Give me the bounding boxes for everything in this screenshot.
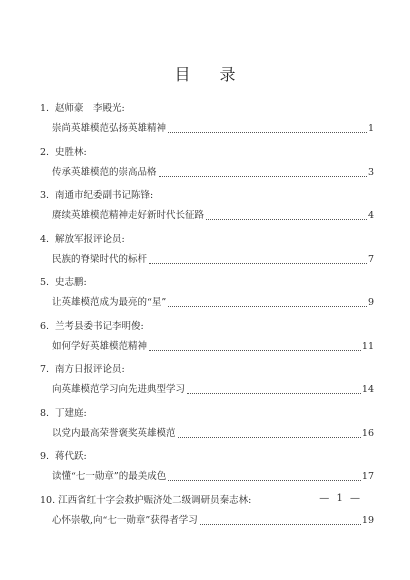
entry-title-line[interactable] xyxy=(52,383,374,397)
entry-page-number: 19 xyxy=(361,514,374,526)
entry-author: 江西省红十字会救护赈济处二级调研员秦志林: xyxy=(58,494,252,506)
dot-leader xyxy=(168,305,367,307)
entry-number: 7. xyxy=(40,364,50,375)
dot-leader xyxy=(168,131,367,133)
entry-title[interactable]: 崇尚英雄模范弘扬英雄精神 xyxy=(52,123,167,134)
entry-author: 赵师豪 李殿光: xyxy=(55,103,125,114)
toc-entry xyxy=(40,276,374,320)
entry-author: 史胜林: xyxy=(55,146,87,158)
entry-title[interactable]: 以党内最高荣誉褒奖英雄模范 xyxy=(52,427,176,439)
dot-leader xyxy=(159,175,367,177)
entry-number: 3. xyxy=(40,190,50,201)
entry-page-number: 17 xyxy=(361,471,374,482)
entry-page-number: 14 xyxy=(361,384,374,395)
dot-leader xyxy=(168,479,361,481)
entry-author-line xyxy=(40,320,144,334)
entry-title[interactable]: 赓续英雄模范精神走好新时代长征路 xyxy=(52,210,205,221)
page-footer-number: — 1 — xyxy=(319,493,362,504)
entry-author: 兰考县委书记李明俊: xyxy=(55,320,144,332)
entry-page-number: 4 xyxy=(367,210,374,221)
entry-author-line xyxy=(40,363,125,377)
entry-title[interactable]: 心怀崇敬,向“七一勋章”获得者学习 xyxy=(52,514,198,526)
entry-title-line[interactable] xyxy=(52,122,374,136)
entry-author: 南通市纪委副书记陈锋: xyxy=(55,190,154,201)
entry-author: 蒋代跃: xyxy=(55,451,87,462)
entry-title-line[interactable] xyxy=(52,470,374,484)
entry-number: 10. xyxy=(40,494,56,506)
entry-page-number: 1 xyxy=(367,123,374,134)
toc-title: 目 录 xyxy=(174,65,248,84)
toc-entry xyxy=(40,450,374,494)
entry-page-number: 16 xyxy=(361,427,374,439)
toc-entry xyxy=(40,233,374,277)
entry-author: 史志鹏: xyxy=(55,277,87,288)
entry-title-line[interactable] xyxy=(52,514,374,528)
dot-leader xyxy=(149,262,367,264)
entry-author-line xyxy=(40,189,153,203)
entry-author-line xyxy=(40,494,251,508)
dot-leader xyxy=(149,349,361,351)
entry-number: 1. xyxy=(40,103,50,114)
toc-entry xyxy=(40,102,374,146)
dot-leader xyxy=(206,218,367,220)
entry-page-number: 7 xyxy=(367,253,374,265)
entry-title[interactable]: 如何学好英雄模范精神 xyxy=(52,340,148,352)
entry-author-line xyxy=(40,233,125,247)
toc-list xyxy=(40,102,374,537)
entry-author: 解放军报评论员: xyxy=(55,233,125,245)
entry-author-line xyxy=(40,407,87,421)
entry-author-line xyxy=(40,146,87,160)
entry-title[interactable]: 传承英雄模范的崇高品格 xyxy=(52,166,157,178)
dot-leader xyxy=(178,436,361,438)
entry-title[interactable]: 民族的脊梁时代的标杆 xyxy=(52,253,148,265)
entry-page-number: 9 xyxy=(367,297,374,308)
entry-page-number: 11 xyxy=(361,340,374,352)
entry-title-line[interactable] xyxy=(52,340,374,354)
entry-number: 8. xyxy=(40,407,50,419)
entry-page-number: 3 xyxy=(367,166,374,178)
entry-number: 5. xyxy=(40,277,50,288)
entry-number: 9. xyxy=(40,451,50,462)
toc-entry xyxy=(40,363,374,407)
entry-title-line[interactable] xyxy=(52,253,374,267)
toc-entry xyxy=(40,189,374,233)
entry-title-line[interactable] xyxy=(52,427,374,441)
entry-title-line[interactable] xyxy=(52,209,374,223)
entry-author: 丁建庭: xyxy=(55,407,87,419)
entry-author-line xyxy=(40,102,125,116)
entry-author-line xyxy=(40,276,87,290)
entry-title[interactable]: 读懂“七一勋章”的最美成色 xyxy=(52,471,167,482)
entry-number: 2. xyxy=(40,146,50,158)
toc-entry xyxy=(40,320,374,364)
dot-leader xyxy=(187,392,361,394)
entry-title[interactable]: 让英雄模范成为最亮的“星” xyxy=(52,297,167,308)
entry-number: 6. xyxy=(40,320,50,332)
entry-number: 4. xyxy=(40,233,50,245)
entry-author-line xyxy=(40,450,87,464)
entry-author: 南方日报评论员: xyxy=(55,364,125,375)
dot-leader xyxy=(200,523,361,525)
entry-title-line[interactable] xyxy=(52,166,374,180)
entry-title[interactable]: 向英雄模范学习向先进典型学习 xyxy=(52,384,186,395)
toc-entry xyxy=(40,146,374,190)
entry-title-line[interactable] xyxy=(52,296,374,310)
toc-entry xyxy=(40,407,374,451)
